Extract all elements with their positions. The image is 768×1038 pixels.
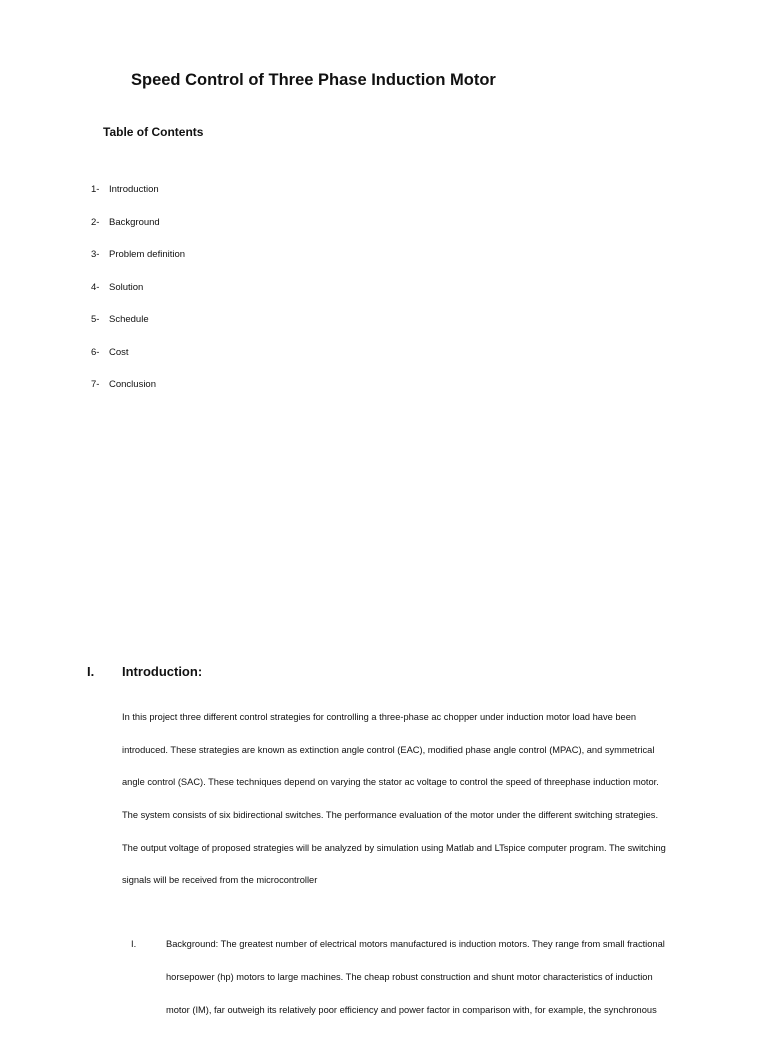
- paragraph-line: The output voltage of proposed strategies will be analyzed by simulation using Matlab and LTspice computer program. The switching: [122, 842, 666, 853]
- paragraph-line: introduced. These strategies are known as extinction angle control (EAC), modified phase angle control (MPAC), and symmetrical: [122, 744, 655, 755]
- paragraph-line: angle control (SAC). These techniques depend on varying the stator ac voltage to control the speed of threephase induction motor.: [122, 777, 659, 788]
- paragraph-line: The system consists of six bidirectional switches. The performance evaluation of the motor under the different switching strategies.: [122, 810, 659, 821]
- section-number: I.: [87, 664, 95, 679]
- section-heading: Introduction:: [122, 664, 203, 679]
- toc-item-number: 3-: [91, 249, 100, 260]
- toc-item-label: Problem definition: [109, 249, 186, 260]
- paragraph-line: motor (IM), far outweigh its relatively poor efficiency and power factor in comparison with, for example, the synchronous: [166, 1005, 657, 1015]
- toc-item-label: Introduction: [109, 184, 159, 195]
- paragraph-line: In this project three different control strategies for controlling a three-phase ac chopper under induction motor load have been: [122, 712, 637, 722]
- background-paragraph: [166, 939, 665, 1038]
- toc-item-number: 6-: [91, 346, 100, 358]
- toc-item-label: Solution: [109, 281, 144, 293]
- toc-item-label: Background: [109, 216, 160, 228]
- toc-heading: Table of Contents: [103, 125, 204, 139]
- toc-item-number: 4-: [91, 281, 100, 293]
- paragraph-line: Background: The greatest number of electrical motors manufactured is induction motors. They range from small fractional: [166, 939, 665, 949]
- toc-item-label: Cost: [109, 346, 129, 358]
- document-title: Speed Control of Three Phase Induction Motor: [131, 71, 496, 89]
- introduction-paragraph: [122, 712, 666, 908]
- toc-item-number: 5-: [91, 314, 100, 325]
- toc-item-number: 1-: [91, 184, 100, 195]
- toc-item-label: Conclusion: [109, 379, 156, 390]
- subsection-number: I.: [131, 939, 137, 949]
- paragraph-line: signals will be received from the microcontroller: [122, 875, 318, 886]
- paragraph-line: horsepower (hp) motors to large machines. The cheap robust construction and shunt motor characteristics of induction: [166, 972, 653, 982]
- toc-item-number: 2-: [91, 216, 100, 228]
- toc-item-label: Schedule: [109, 314, 149, 325]
- toc-item-number: 7-: [91, 379, 100, 390]
